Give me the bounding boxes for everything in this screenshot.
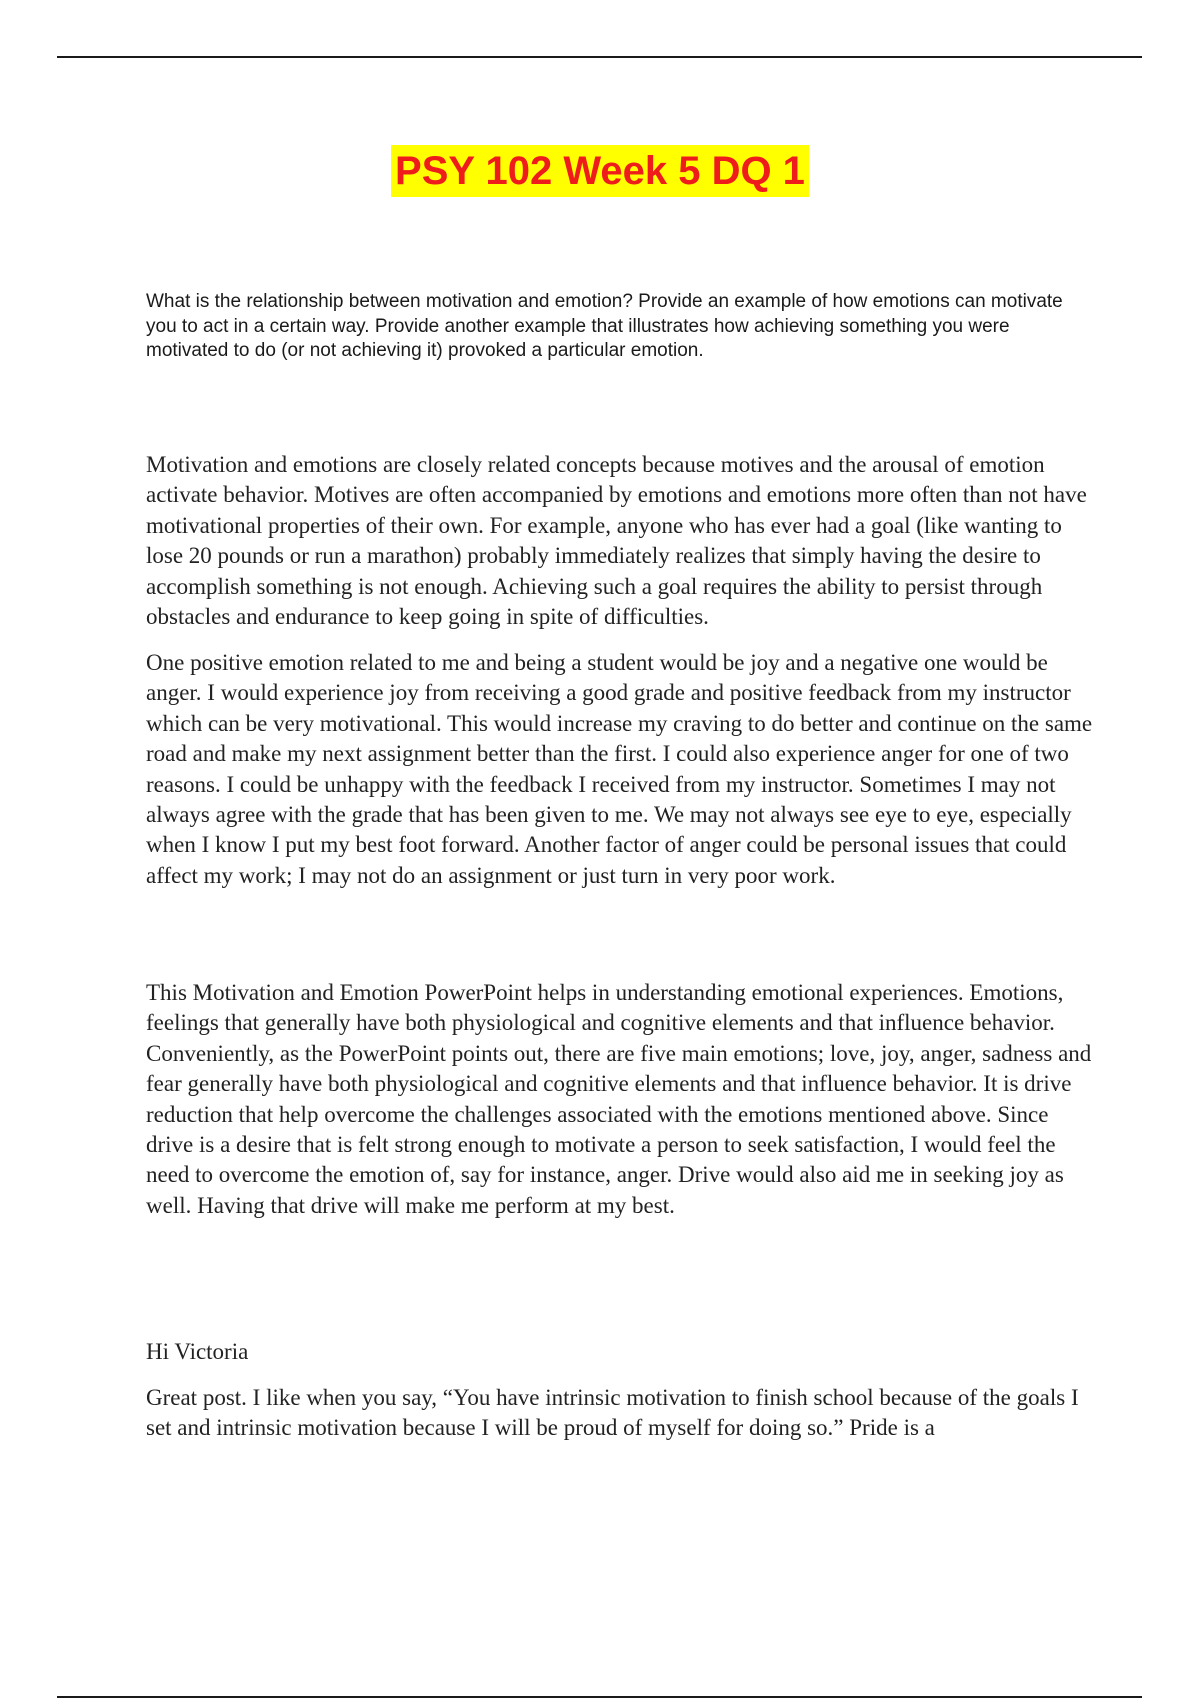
reply-greeting: Hi Victoria — [146, 1339, 249, 1364]
body-paragraph-1: Motivation and emotions are closely related concepts because motives and the arousal of emotion activate behavior. Motives are often accompanied by emotions and emotions more often than not have motivational properties of their own. For example, anyone who has ever had a goal (like wanting to lose 20 pounds or run a marathon) probably immediately realizes that simply having the desire to accomplish something is not enough. Achieving such a goal requires the ability to persist through obstacles and endurance to keep going in spite of difficulties. — [146, 452, 1087, 630]
discussion-prompt: What is the relationship between motivation and emotion? Provide an example of how emotions can motivate you to act in a certain way. Provide another example that illustrates how achieving something you were motivated to do (or not achieving it) provoked a particular emotion. — [146, 291, 1063, 361]
reply-paragraph: Great post. I like when you say, “You have intrinsic motivation to finish school because of the goals I set and intrinsic motivation because I will be proud of myself for doing so.” Pride is a — [146, 1385, 1079, 1441]
title-container — [0, 145, 1200, 197]
footer-rule — [57, 1696, 1142, 1698]
body-paragraph-2: One positive emotion related to me and being a student would be joy and a negative one would be anger. I would experience joy from receiving a good grade and positive feedback from my instructor which can be very motivational. This would increase my craving to do better and continue on the same road and make my next assignment better than the first. I could also experience anger for one of two reasons. I could be unhappy with the feedback I received from my instructor. Sometimes I may not always agree with the grade that has been given to me. We may not always see eye to eye, especially when I know I put my best foot forward. Another factor of anger could be personal issues that could affect my work; I may not do an assignment or just turn in very poor work. — [146, 650, 1093, 888]
header-rule — [57, 56, 1142, 58]
page-title: PSY 102 Week 5 DQ 1 — [391, 145, 809, 197]
body-paragraph-3: This Motivation and Emotion PowerPoint helps in understanding emotional experiences. Emotions, feelings that generally have both physiological and cognitive elements and that influence behavior. Conveniently, as the PowerPoint points out, there are five main emotions; love, joy, anger, sadness and fear generally have both physiological and cognitive elements and that influence behavior. It is drive reduction that help overcome the challenges associated with the emotions mentioned above. Since drive is a desire that is felt strong enough to motivate a person to seek satisfaction, I would feel the need to overcome the emotion of, say for instance, anger. Drive would also aid me in seeking joy as well. Having that drive will make me perform at my best. — [146, 980, 1092, 1218]
